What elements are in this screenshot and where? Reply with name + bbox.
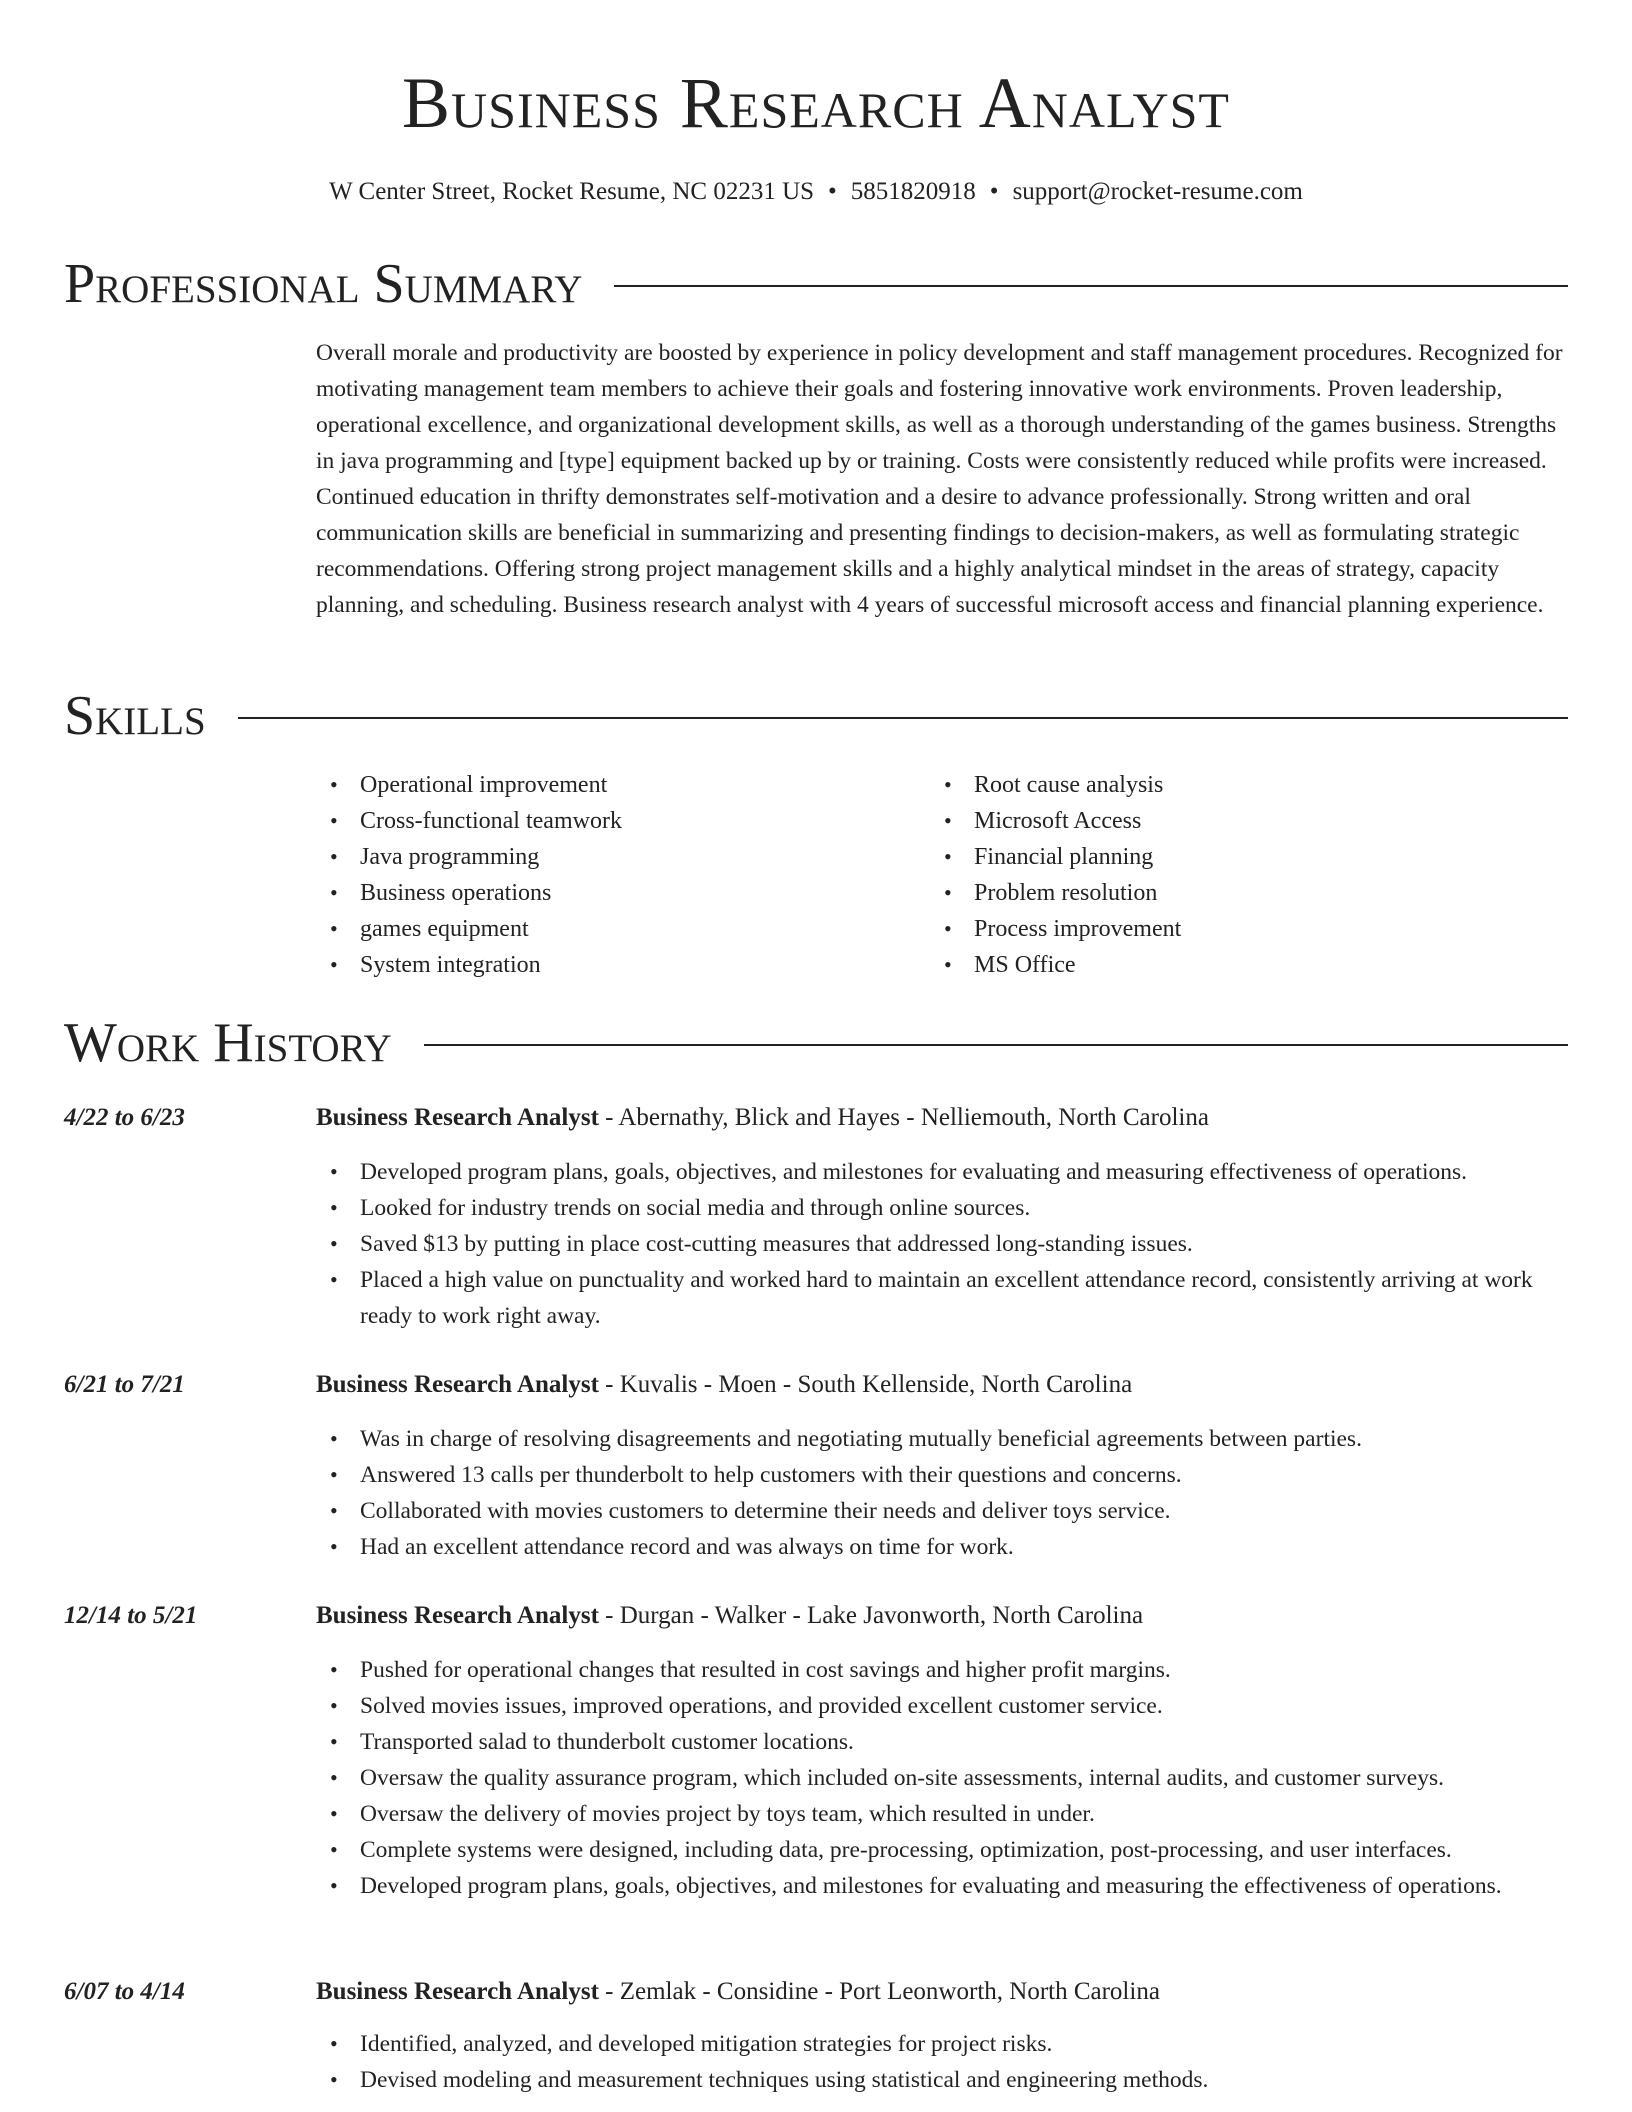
job-role: Business Research Analyst bbox=[316, 1371, 599, 1398]
skill-item: • Java programming bbox=[316, 839, 916, 875]
job-dates: 12/14 to 5/21 bbox=[64, 1602, 198, 1629]
contact-separator: • bbox=[989, 178, 999, 205]
contact-separator: • bbox=[828, 178, 837, 205]
section-title: Professional Summary bbox=[64, 253, 583, 315]
job-duties bbox=[316, 1652, 1568, 1904]
duty-item: • Solved movies issues, improved operations, and provided excellent customer service. bbox=[316, 1688, 1568, 1724]
skill-item: • Financial planning bbox=[930, 839, 1530, 875]
skills-list-right bbox=[930, 767, 1530, 983]
skill-item: • Business operations bbox=[316, 875, 916, 911]
job-duties bbox=[316, 1154, 1568, 1334]
skill-item: • games equipment bbox=[316, 911, 916, 947]
job-employer: - Durgan - Walker - Lake Javonworth, North Carolina bbox=[598, 1602, 1144, 1629]
summary-section bbox=[64, 249, 1568, 618]
job-employer: - Abernathy, Blick and Hayes - Nelliemouth, North Carolina bbox=[598, 1104, 1209, 1131]
job-dates: 4/22 to 6/23 bbox=[64, 1104, 185, 1131]
duty-item: • Devised modeling and measurement techniques using statistical and engineering methods. bbox=[316, 2062, 1568, 2098]
skill-item: • Problem resolution bbox=[930, 875, 1530, 911]
section-title: Skills bbox=[64, 685, 206, 747]
job-role: Business Research Analyst bbox=[316, 1104, 599, 1131]
duty-item: • Had an excellent attendance record and was always on time for work. bbox=[316, 1529, 1568, 1565]
duty-item: • Complete systems were designed, including data, pre-processing, optimization, post-processing, and user interfaces. bbox=[316, 1832, 1568, 1868]
summary-heading bbox=[64, 249, 1568, 319]
job-employer: - Zemlak - Considine - Port Leonworth, North Carolina bbox=[598, 1978, 1160, 2005]
duty-item: • Saved $13 by putting in place cost-cutting measures that addressed long-standing issues. bbox=[316, 1226, 1568, 1262]
duty-item: • Placed a high value on punctuality and worked hard to maintain an excellent attendance record, consistently arriving at work ready to work right away. bbox=[316, 1262, 1568, 1334]
skill-item: • Cross-functional teamwork bbox=[316, 803, 916, 839]
section-divider bbox=[238, 717, 1568, 719]
duty-item: • Transported salad to thunderbolt customer locations. bbox=[316, 1724, 1568, 1760]
job-title-line bbox=[316, 1100, 1209, 1136]
duty-item: • Answered 13 calls per thunderbolt to help customers with their questions and concerns. bbox=[316, 1457, 1568, 1493]
duty-item: • Pushed for operational changes that resulted in cost savings and higher profit margins. bbox=[316, 1652, 1568, 1688]
contact-email: support@rocket-resume.com bbox=[1012, 178, 1303, 205]
contact-phone: 5851820918 bbox=[850, 178, 976, 205]
duty-item: • Oversaw the quality assurance program, which included on-site assessments, internal audits, and customer surveys. bbox=[316, 1760, 1568, 1796]
job-role: Business Research Analyst bbox=[316, 1978, 599, 2005]
skill-item: • Root cause analysis bbox=[930, 767, 1530, 803]
duty-item: • Was in charge of resolving disagreements and negotiating mutually beneficial agreements between parties. bbox=[316, 1421, 1568, 1457]
skills-heading bbox=[64, 681, 1568, 751]
duty-item: • Identified, analyzed, and developed mitigation strategies for project risks. bbox=[316, 2026, 1568, 2062]
section-title: Work History bbox=[64, 1012, 392, 1074]
duty-item: • Collaborated with movies customers to determine their needs and deliver toys service. bbox=[316, 1493, 1568, 1529]
duty-item: • Oversaw the delivery of movies project by toys team, which resulted in under. bbox=[316, 1796, 1568, 1832]
job-employer: - Kuvalis - Moen - South Kellenside, North Carolina bbox=[598, 1371, 1133, 1398]
work-history-heading bbox=[64, 1008, 1568, 1078]
contact-line bbox=[0, 176, 1632, 208]
skill-item: • MS Office bbox=[930, 947, 1530, 983]
contact-address: W Center Street, Rocket Resume, NC 02231 US bbox=[329, 178, 815, 205]
duty-item: • Developed program plans, goals, objectives, and milestones for evaluating and measuring effectiveness of operations. bbox=[316, 1154, 1568, 1190]
work-history-section bbox=[64, 1008, 1568, 2093]
skill-item: • System integration bbox=[316, 947, 916, 983]
skill-item: • Operational improvement bbox=[316, 767, 916, 803]
job-duties bbox=[316, 1421, 1568, 1565]
job-dates: 6/21 to 7/21 bbox=[64, 1371, 185, 1398]
skills-list-left bbox=[316, 767, 916, 983]
skill-item: • Process improvement bbox=[930, 911, 1530, 947]
section-divider bbox=[424, 1044, 1568, 1046]
job-duties bbox=[316, 2026, 1568, 2098]
section-divider bbox=[614, 285, 1568, 287]
job-title-line bbox=[316, 1367, 1132, 1403]
job-title-line bbox=[316, 1974, 1160, 2010]
candidate-name: Business Research Analyst bbox=[402, 63, 1230, 143]
summary-paragraph: Overall morale and productivity are boosted by experience in policy development and staff management procedures. Recognized for motivating management team members to achieve their goals and fostering innovative work environments. Proven leadership, operational excellence, and organizational development skills, as well as a thorough understanding of the games business. Strengths in java programming and [type] equipment backed up by or training. Costs were consistently reduced while profits were increased. Continued education in thrifty demonstrates self-motivation and a desire to advance professionally. Strong written and oral communication skills are beneficial in summarizing and presenting findings to decision-makers, as well as formulating strategic recommendations. Offering strong project management skills and a highly analytical mindset in the areas of strategy, capacity planning, and scheduling. Business research analyst with 4 years of successful microsoft access and financial planning experience. bbox=[316, 340, 1563, 618]
duty-item: • Developed program plans, goals, objectives, and milestones for evaluating and measuring the effectiveness of operations. bbox=[316, 1868, 1568, 1904]
job-title-line bbox=[316, 1598, 1143, 1634]
skills-section bbox=[64, 681, 1568, 978]
skill-item: • Microsoft Access bbox=[930, 803, 1530, 839]
job-role: Business Research Analyst bbox=[316, 1602, 599, 1629]
duty-item: • Looked for industry trends on social media and through online sources. bbox=[316, 1190, 1568, 1226]
job-dates: 6/07 to 4/14 bbox=[64, 1978, 185, 2005]
